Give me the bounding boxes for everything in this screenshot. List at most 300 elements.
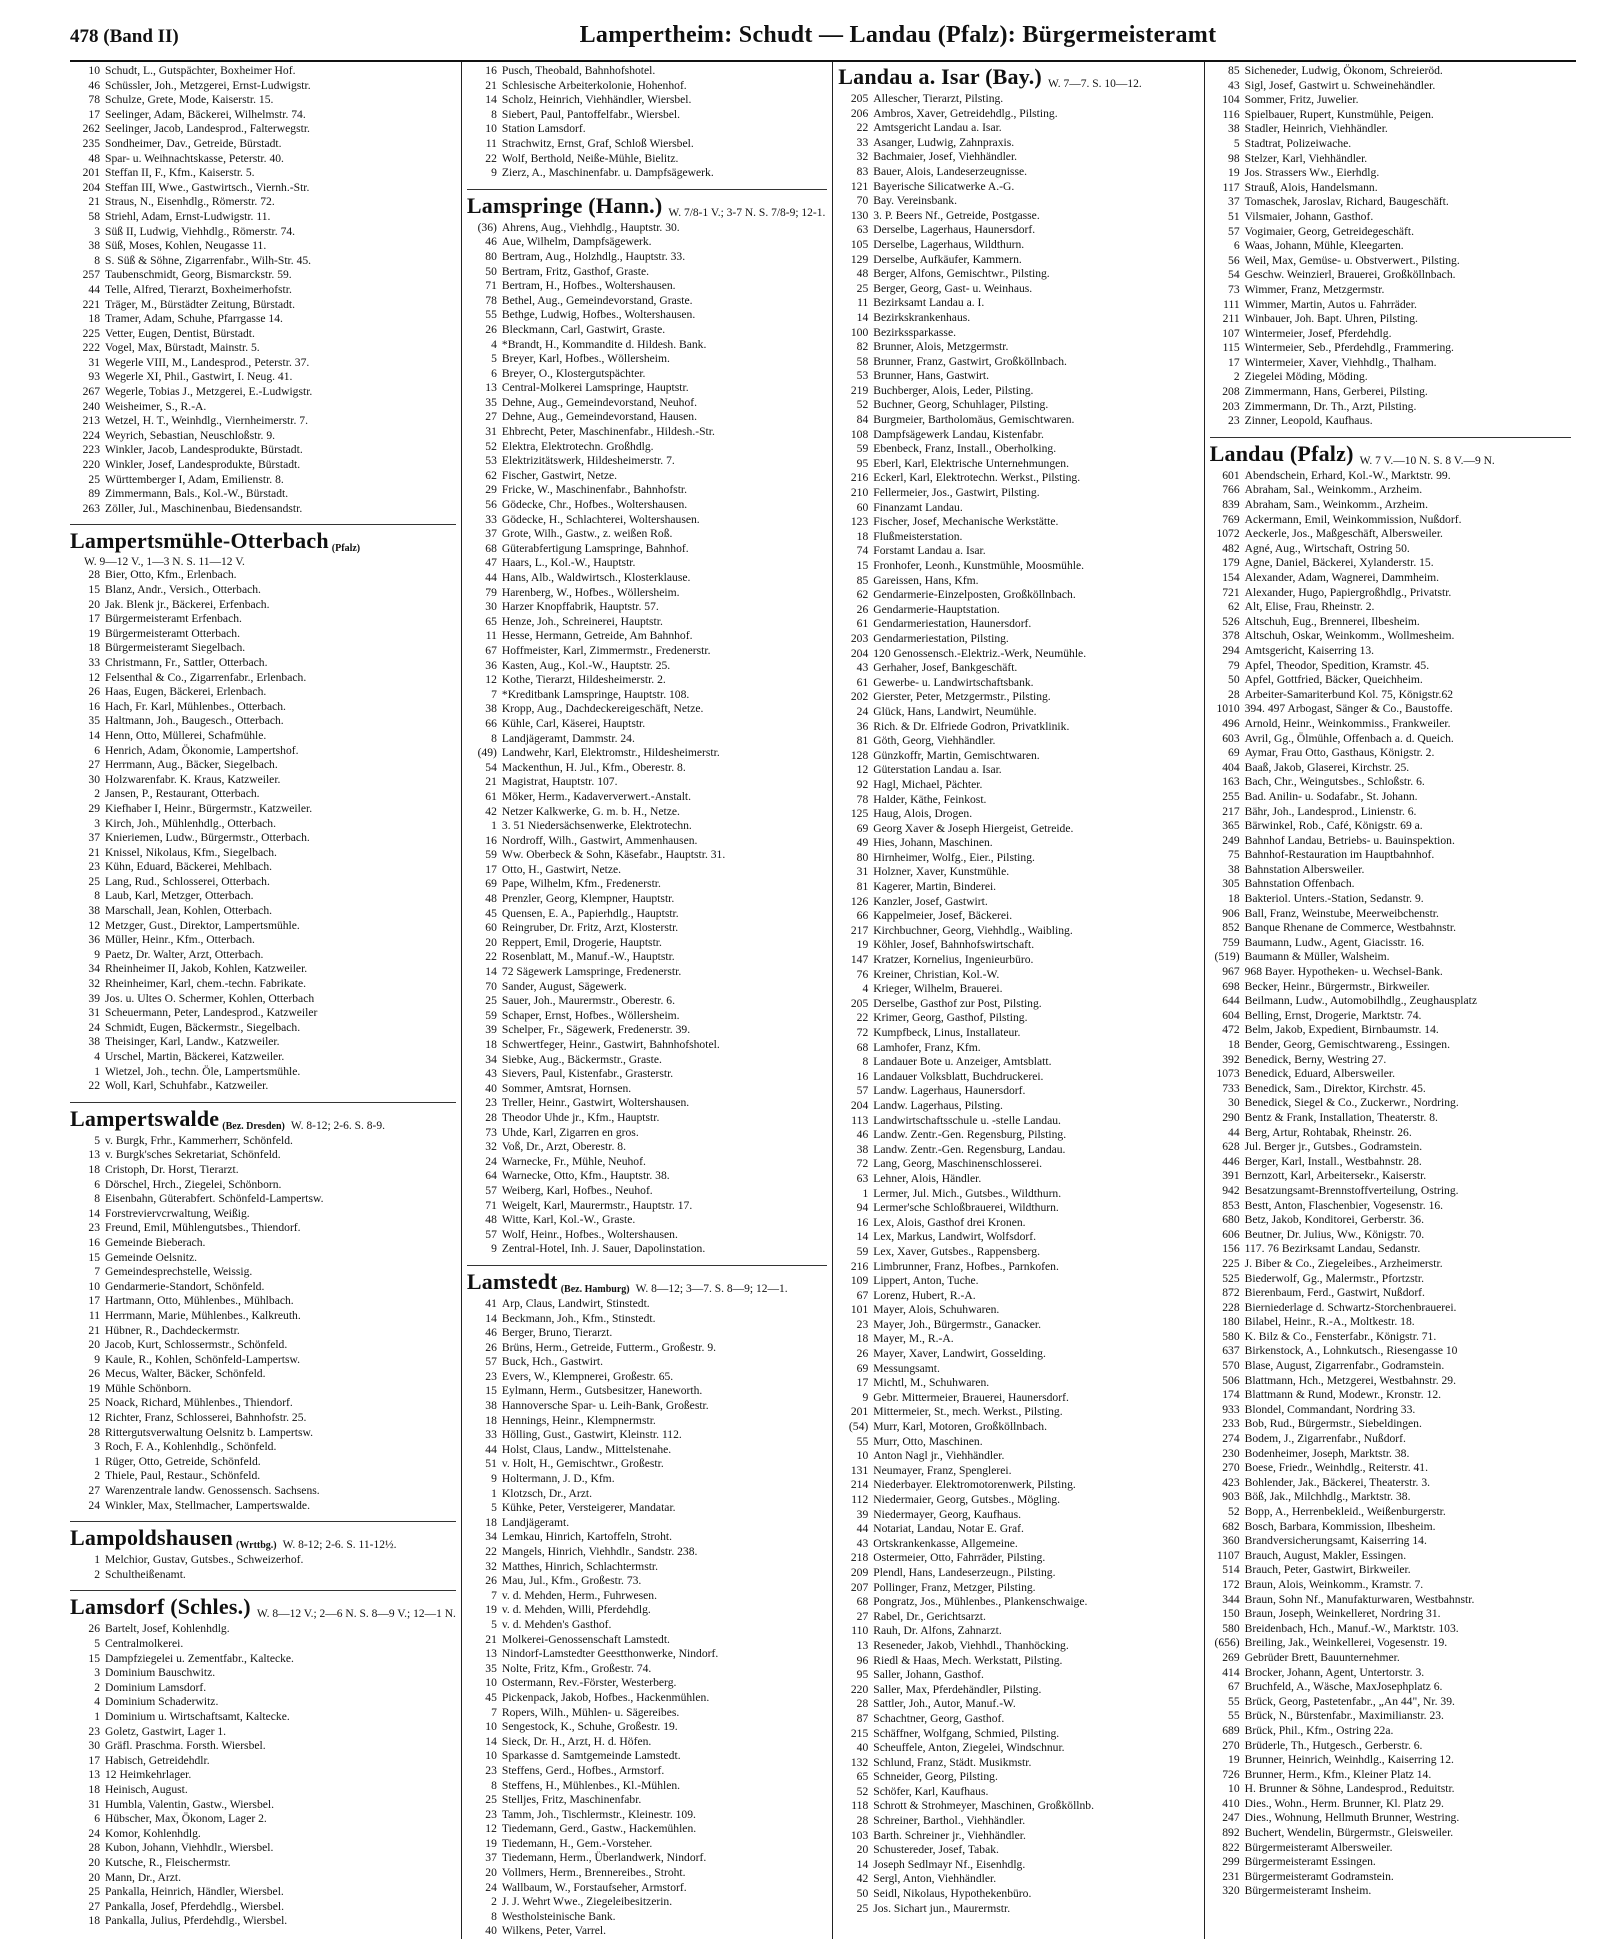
subscriber-text: Quensen, E. A., Papierhdlg., Hauptstr. — [501, 906, 679, 920]
directory-entry — [1210, 1534, 1571, 1549]
phone-number: 203 — [1222, 399, 1240, 413]
running-title: Lampertheim: Schudt — Landau (Pfalz): Bürgermeisteramt — [579, 22, 1217, 48]
phone-number: 222 — [82, 341, 100, 355]
directory-entry — [838, 1420, 1198, 1435]
subscriber-text: Mayer, M., R.-A. — [873, 1332, 954, 1346]
subscriber-text: Besatzungsamt-Brennstoffverteilung, Ostring. — [1244, 1183, 1459, 1197]
subscriber-text: Jos. u. Ultes O. Schermer, Kohlen, Otterbach — [105, 991, 315, 1005]
directory-entry — [1210, 1228, 1571, 1243]
phone-number: 25 — [485, 994, 497, 1008]
phone-number: 759 — [1222, 935, 1240, 949]
subscriber-text: Aeckerle, Jos., Maßgeschäft, Albersweiler. — [1244, 527, 1443, 541]
directory-entry — [1210, 1461, 1571, 1476]
phone-number: 9 — [94, 1352, 100, 1366]
phone-number: 44 — [88, 282, 100, 296]
phone-number: 3 — [94, 1666, 100, 1680]
phone-number: 87 — [856, 1711, 869, 1725]
subscriber-text: Kirch, Joh., Mühlenhdlg., Otterbach. — [105, 816, 276, 830]
phone-number: 344 — [1222, 1592, 1240, 1606]
directory-entry — [1210, 1739, 1571, 1754]
subscriber-text: Stadtrat, Polizeiwache. — [1244, 136, 1352, 150]
directory-entry — [1210, 1082, 1571, 1097]
phone-number: 172 — [1222, 1577, 1240, 1591]
directory-entry — [70, 714, 456, 729]
subscriber-text: Messungsamt. — [873, 1361, 940, 1375]
directory-entry — [467, 513, 827, 528]
phone-number: 52 — [485, 439, 497, 453]
directory-entry — [838, 1260, 1198, 1275]
phone-number: 23 — [485, 1096, 497, 1110]
directory-entry — [467, 381, 827, 396]
phone-number: 79 — [485, 585, 497, 599]
phone-number: 28 — [88, 568, 100, 582]
place-section — [70, 1590, 456, 1928]
phone-number: 56 — [485, 498, 497, 512]
directory-entry — [467, 950, 827, 965]
subscriber-text: Träger, M., Bürstädter Zeitung, Bürstadt. — [105, 297, 296, 311]
subscriber-text: Brunner, Herm., Kfm., Kleiner Platz 14. — [1244, 1767, 1432, 1781]
subscriber-text: Bezirksamt Landau a. I. — [873, 296, 985, 310]
subscriber-text: Rich. & Dr. Elfriede Godron, Privatklinik. — [873, 719, 1070, 733]
phone-number: 205 — [850, 92, 869, 105]
directory-entry — [467, 1242, 827, 1257]
subscriber-text: H. Brunner & Söhne, Landesprod., Reduitstr. — [1244, 1782, 1455, 1796]
phone-number: 230 — [1222, 1446, 1240, 1460]
phone-number: 267 — [82, 385, 100, 399]
subscriber-text: Mecus, Walter, Bäcker, Schönfeld. — [105, 1367, 266, 1381]
directory-entry — [1210, 907, 1571, 922]
phone-number: 9 — [491, 166, 497, 180]
phone-number: 1 — [862, 1186, 869, 1200]
directory-entry — [838, 968, 1198, 983]
subscriber-text: Alexander, Hugo, Papiergroßhdlg., Privatstr. — [1244, 585, 1452, 599]
phone-number: 20 — [88, 1338, 100, 1352]
subscriber-text: Mittermeier, St., mech. Werkst., Pilsting. — [873, 1405, 1063, 1419]
phone-number: 221 — [82, 297, 100, 311]
phone-number: 57 — [1228, 224, 1240, 238]
phone-number: 40 — [485, 1081, 497, 1095]
phone-number: 84 — [856, 413, 869, 427]
subscriber-text: Lamhofer, Franz, Kfm. — [873, 1040, 981, 1054]
subscriber-text: Heinisch, August. — [105, 1782, 188, 1796]
directory-entry — [467, 1851, 827, 1866]
subscriber-text: Süß, Moses, Kohlen, Neugasse 11. — [105, 239, 267, 253]
phone-number: 839 — [1222, 498, 1240, 512]
subscriber-text: Murr, Karl, Motoren, Großköllnbach. — [873, 1420, 1047, 1434]
directory-entry — [70, 356, 456, 371]
phone-number: 15 — [485, 1384, 497, 1398]
subscriber-text: Schultheißenamt. — [105, 1567, 186, 1581]
directory-entry — [467, 1414, 827, 1429]
subscriber-text: Bosch, Barbara, Kommission, Ilbesheim. — [1244, 1519, 1436, 1533]
phone-number: 233 — [1222, 1417, 1240, 1431]
subscriber-text: Fricke, W., Maschinenfabr., Bahnhofstr. — [501, 483, 688, 497]
subscriber-text: Wintermeier, Xaver, Viehhdlg., Thalham. — [1244, 355, 1437, 369]
phone-number: 10 — [485, 1749, 497, 1763]
subscriber-text: Jos. Sichart jun., Maurermstr. — [873, 1901, 1011, 1915]
directory-entry — [838, 544, 1198, 559]
directory-entry — [467, 410, 827, 425]
phone-number: 19 — [1228, 166, 1240, 180]
phone-number: 215 — [850, 1726, 869, 1740]
phone-number: 5 — [94, 1637, 100, 1650]
subscriber-text: Molkerei-Genossenschaft Lamstedt. — [501, 1632, 670, 1646]
phone-number: 4 — [94, 1050, 100, 1063]
subscriber-text: Breyer, Karl, Hofbes., Wöllersheim. — [501, 352, 670, 366]
phone-number: 150 — [1222, 1607, 1240, 1621]
directory-entry — [70, 1812, 456, 1827]
directory-entry — [70, 1798, 456, 1813]
directory-entry — [467, 235, 827, 250]
phone-number: 16 — [856, 1215, 869, 1229]
subscriber-text: Landwirtschaftsschule u. -stelle Landau. — [873, 1113, 1061, 1127]
directory-entry — [70, 1841, 456, 1856]
phone-number: 680 — [1222, 1213, 1240, 1227]
phone-number: 240 — [82, 399, 100, 413]
subscriber-text: Gebrüder Brett, Bauunternehmer. — [1244, 1650, 1400, 1664]
directory-entry — [1210, 469, 1571, 484]
phone-number: 43 — [856, 1536, 869, 1550]
subscriber-text: Tiedemann, H., Gem.-Vorsteher. — [501, 1836, 653, 1850]
subscriber-text: Kirchbuchner, Georg, Viehhdlg., Waibling. — [873, 923, 1073, 937]
phone-number: 8 — [491, 1778, 497, 1792]
subscriber-text: Ortskrankenkasse, Allgemeine. — [873, 1536, 1018, 1550]
subscriber-text: Sergl, Anton, Viehhändler. — [873, 1872, 997, 1886]
phone-number: 23 — [485, 1807, 497, 1821]
subscriber-text: Hoffmeister, Karl, Zimmermstr., Fredenerstr. — [501, 643, 711, 657]
directory-entry — [838, 150, 1198, 165]
subscriber-text: Mau, Jul., Kfm., Großestr. 73. — [501, 1574, 642, 1588]
subscriber-text: Ackermann, Emil, Weinkommission, Nußdorf. — [1244, 512, 1462, 526]
phone-number: 78 — [485, 293, 497, 307]
subscriber-text: Pickenpack, Jakob, Hofbes., Hackenmühlen. — [501, 1690, 710, 1704]
phone-number: 1 — [94, 1454, 100, 1468]
directory-entry — [467, 790, 827, 805]
subscriber-text: Weiberg, Karl, Hofbes., Neuhof. — [501, 1183, 653, 1197]
subscriber-text: Freund, Emil, Mühlengutsbes., Thiendorf. — [105, 1221, 301, 1235]
subscriber-text: Beckmann, Joh., Kfm., Stinstedt. — [501, 1311, 656, 1325]
subscriber-text: Bahnhof Landau, Betriebs- u. Bauinspektion. — [1244, 833, 1455, 847]
directory-entry — [467, 732, 827, 747]
directory-entry — [838, 1639, 1198, 1654]
phone-number: 23 — [88, 1724, 100, 1738]
subscriber-text: Landw. Lagerhaus, Pilsting. — [873, 1098, 1003, 1112]
directory-entry — [838, 340, 1198, 355]
phone-number: 81 — [856, 734, 869, 748]
phone-number: 20 — [88, 597, 100, 611]
subscriber-text: Gemeinde Bieberach. — [105, 1235, 206, 1249]
phone-number: 38 — [485, 1399, 497, 1413]
subscriber-text: Berger, Alfons, Gemischtwr., Pilsting. — [873, 267, 1050, 281]
phone-number: 23 — [485, 1369, 497, 1383]
phone-number: 13 — [856, 1638, 869, 1652]
directory-entry — [1210, 527, 1571, 542]
subscriber-text: Taubenschmidt, Georg, Bismarckstr. 59. — [105, 268, 292, 282]
directory-entry — [1210, 414, 1571, 429]
directory-entry — [838, 471, 1198, 486]
subscriber-text: Wegerle VIII, M., Landesprod., Peterstr. 37. — [105, 355, 310, 369]
phone-number: 698 — [1222, 979, 1240, 993]
directory-entry — [70, 108, 456, 123]
phone-number: 10 — [1228, 1782, 1240, 1796]
subscriber-text: Steffan III, Wwe., Gastwirtsch., Viernh.-Str. — [105, 180, 310, 194]
directory-entry — [70, 1768, 456, 1783]
directory-entry — [70, 1553, 456, 1568]
subscriber-text: Georg Xaver & Joseph Hiergeist, Getreide. — [873, 821, 1074, 835]
directory-entry — [838, 851, 1198, 866]
phone-number: 21 — [485, 775, 497, 789]
directory-entry — [838, 311, 1198, 326]
subscriber-text: Kothe, Tierarzt, Hildesheimerstr. 2. — [501, 673, 666, 687]
phone-number: 220 — [82, 458, 100, 472]
phone-number: 414 — [1222, 1665, 1240, 1679]
phone-number: 116 — [1222, 107, 1240, 121]
directory-entry — [70, 1065, 456, 1080]
subscriber-text: v. Burgk'sches Sekretariat, Schönfeld. — [105, 1148, 281, 1162]
subscriber-text: Banque Rhenane de Commerce, Westbahnstr. — [1244, 921, 1456, 935]
directory-entry — [467, 1399, 827, 1414]
subscriber-text: Altschuh, Eug., Brennerei, Ilbesheim. — [1244, 614, 1420, 628]
directory-entry — [838, 267, 1198, 282]
phone-number: 51 — [485, 1457, 497, 1471]
subscriber-text: Dampfziegelei u. Zementfabr., Kaltecke. — [105, 1651, 294, 1665]
subscriber-text: Niederbayer. Elektromotorenwerk, Pilsting. — [873, 1478, 1076, 1492]
directory-entry — [838, 326, 1198, 341]
phone-number: 61 — [485, 789, 497, 803]
subscriber-text: Ww. Oberbeck & Sohn, Käsefabr., Hauptstr. 31. — [501, 848, 726, 862]
phone-number: 689 — [1222, 1723, 1240, 1737]
place-section — [467, 64, 827, 181]
phone-number: 37 — [88, 831, 100, 845]
directory-entry — [467, 265, 827, 280]
subscriber-text: Braun, Alois, Weinkomm., Kramstr. 7. — [1244, 1577, 1424, 1591]
phone-number: 23 — [88, 1221, 100, 1235]
subscriber-text: Hirnheimer, Wolfg., Eier., Pilsting. — [873, 850, 1035, 864]
directory-entry — [467, 308, 827, 323]
phone-number: 17 — [485, 862, 497, 876]
directory-entry — [70, 254, 456, 269]
phone-number: 1073 — [1216, 1067, 1240, 1081]
subscriber-text: 3. 51 Niedersächsenwerke, Elektrotechn. — [501, 819, 692, 833]
directory-entry — [467, 965, 827, 980]
phone-number: 204 — [850, 1098, 869, 1112]
directory-entry — [1210, 1870, 1571, 1885]
phone-number: 25 — [88, 472, 100, 486]
directory-entry — [467, 542, 827, 557]
directory-entry — [838, 661, 1198, 676]
subscriber-text: Hannoversche Spar- u. Leih-Bank, Großestr. — [501, 1399, 709, 1413]
subscriber-text: Schelper, Fr., Sägewerk, Fredenerstr. 39. — [501, 1023, 691, 1037]
phone-number: 721 — [1222, 585, 1240, 599]
place-heading — [467, 1265, 827, 1295]
directory-entry — [467, 1370, 827, 1385]
directory-entry — [1210, 1680, 1571, 1695]
directory-entry — [467, 221, 827, 236]
subscriber-text: Kappelmeier, Josef, Bäckerei. — [873, 909, 1013, 923]
phone-number: 27 — [485, 410, 497, 424]
directory-entry — [467, 805, 827, 820]
subscriber-text: Zimmermann, Dr. Th., Arzt, Pilsting. — [1244, 399, 1417, 413]
phone-number: 404 — [1222, 760, 1240, 774]
directory-entry — [1210, 1768, 1571, 1783]
directory-entry — [1210, 1782, 1571, 1797]
subscriber-text: Fischer, Josef, Mechanische Werkstätte. — [873, 515, 1059, 529]
directory-entry — [70, 1265, 456, 1280]
phone-number: 23 — [1228, 414, 1240, 428]
phone-number: 156 — [1222, 1242, 1240, 1256]
subscriber-text: v. Holt, H., Gemischtwr., Großestr. — [501, 1457, 664, 1471]
directory-entry — [70, 1134, 456, 1149]
phone-number: 83 — [856, 164, 869, 178]
subscriber-text: Derselbe, Lagerhaus, Wildthurn. — [873, 237, 1025, 251]
phone-number: 255 — [1222, 789, 1240, 803]
phone-number: 14 — [856, 310, 869, 324]
subscriber-text: Gendarmeriestation, Pilsting. — [873, 631, 1009, 645]
subscriber-text: Arnold, Heinr., Weinkommiss., Frankweiler. — [1244, 716, 1451, 730]
subscriber-text: Siebke, Aug., Bäckermstr., Graste. — [501, 1052, 662, 1066]
subscriber-text: Dehne, Aug., Gemeindevorstand, Neuhof. — [501, 395, 698, 409]
phone-number: 202 — [850, 690, 869, 704]
phone-number: 3 — [94, 1440, 100, 1454]
directory-entry — [467, 1184, 827, 1199]
directory-entry — [467, 819, 827, 834]
subscriber-text: Eckerl, Karl, Elektrotechn. Werkst., Pilsting. — [873, 471, 1081, 485]
subscriber-text: Ostermann, Rev.-Förster, Westerberg. — [501, 1676, 677, 1690]
subscriber-text: Schäffner, Wolfgang, Schmied, Pilsting. — [873, 1726, 1060, 1740]
directory-entry — [70, 1367, 456, 1382]
phone-number: 203 — [850, 631, 869, 645]
directory-entry — [467, 834, 827, 849]
subscriber-text: Landw. Zentr.-Gen. Regensburg, Pilsting. — [873, 1128, 1067, 1142]
directory-entry — [70, 122, 456, 137]
subscriber-text: Sattler, Joh., Autor, Manuf.-W. — [873, 1697, 1016, 1711]
subscriber-text: v. d. Mehden's Gasthof. — [501, 1617, 612, 1631]
subscriber-text: Melchior, Gustav, Gutsbes., Schweizerhof. — [105, 1553, 304, 1567]
directory-entry — [70, 1035, 456, 1050]
phone-number: 36 — [856, 719, 869, 733]
phone-number: 726 — [1222, 1767, 1240, 1781]
subscriber-text: Wegerle, Tobias J., Metzgerei, E.-Ludwigstr. — [105, 385, 313, 399]
column-1 — [70, 62, 462, 1939]
phone-number: 269 — [1222, 1650, 1240, 1664]
directory-entry — [838, 1084, 1198, 1099]
phone-number: 26 — [88, 685, 100, 699]
phone-number: 24 — [88, 1020, 100, 1034]
directory-entry — [1210, 181, 1571, 196]
subscriber-text: Derselbe, Gasthof zur Post, Pilsting. — [873, 996, 1042, 1010]
subscriber-text: Bad. Anilin- u. Sodafabr., St. Johann. — [1244, 789, 1418, 803]
directory-entry — [1210, 1549, 1571, 1564]
subscriber-text: Arbeiter-Samariterbund Kol. 75, Königstr.62 — [1244, 687, 1454, 701]
directory-entry — [70, 1050, 456, 1065]
phone-number: 81 — [856, 880, 869, 894]
phone-number: 18 — [856, 1332, 869, 1346]
subscriber-text: Bakteriol. Unters.-Station, Sedanstr. 9. — [1244, 892, 1424, 906]
subscriber-text: Baumann & Müller, Walsheim. — [1244, 950, 1390, 964]
phone-number: (49) — [477, 746, 497, 760]
phone-number: 2 — [94, 1680, 100, 1694]
directory-entry — [838, 1478, 1198, 1493]
place-section — [467, 1265, 827, 1939]
subscriber-text: Bier, Otto, Kfm., Erlenbach. — [105, 568, 237, 582]
phone-number: 201 — [850, 1405, 869, 1419]
directory-entry — [70, 79, 456, 94]
subscriber-text: Gödecke, Chr., Hofbes., Woltershausen. — [501, 498, 688, 512]
subscriber-text: Gendarmerie-Einzelposten, Großköllnbach. — [873, 588, 1076, 602]
subscriber-text: Sengestock, K., Schuhe, Großestr. 19. — [501, 1720, 678, 1734]
directory-entry — [70, 93, 456, 108]
phone-number: 30 — [88, 1739, 100, 1753]
directory-entry — [1210, 1563, 1571, 1578]
subscriber-text: Gendarmerie-Hauptstation. — [873, 602, 1000, 616]
office-hours: W. 8-12; 2-6. S. 11-12½. — [282, 1539, 397, 1552]
directory-entry — [70, 612, 456, 627]
subscriber-text: Tomaschek, Jaroslav, Richard, Baugeschäft. — [1244, 195, 1449, 209]
subscriber-text: Hennings, Heinr., Klempnermstr. — [501, 1413, 656, 1427]
phone-number: 235 — [82, 136, 100, 150]
phone-number: 68 — [856, 1595, 869, 1609]
subscriber-text: Amtsgericht Landau a. Isar. — [873, 121, 1002, 135]
directory-entry — [838, 603, 1198, 618]
phone-number: 21 — [88, 845, 100, 859]
directory-entry — [1210, 1417, 1571, 1432]
subscriber-text: Matthes, Hinrich, Schlachtermstr. — [501, 1559, 659, 1573]
phone-number: 20 — [485, 1866, 497, 1880]
subscriber-text: Hartmann, Otto, Mühlenbes., Mühlbach. — [105, 1294, 294, 1308]
phone-number: 82 — [856, 340, 869, 354]
subscriber-text: Tiedemann, Gerd., Gastw., Hackemühlen. — [501, 1822, 697, 1836]
subscriber-text: Ebenbeck, Franz, Install., Oberholking. — [873, 442, 1057, 456]
directory-entry — [1210, 644, 1571, 659]
subscriber-text: J. J. Wehrt Wwe., Ziegeleibesitzerin. — [501, 1895, 673, 1909]
directory-entry — [838, 530, 1198, 545]
phone-number: 20 — [88, 1870, 100, 1884]
subscriber-text: Krieger, Wilhelm, Brauerei. — [873, 982, 1003, 996]
subscriber-text: Brunner, Alois, Metzgermstr. — [873, 340, 1009, 354]
phone-number: 14 — [88, 1206, 100, 1220]
phone-number: 6 — [94, 743, 100, 757]
phone-number: 68 — [485, 541, 497, 555]
phone-number: 100 — [850, 325, 869, 339]
subscriber-text: Ropers, Wilh., Mühlen- u. Sägereibes. — [501, 1705, 680, 1719]
directory-entry — [70, 1499, 456, 1514]
subscriber-text: Beilmann, Ludw., Automobilhdlg., Zeughausplatz — [1244, 994, 1478, 1008]
phone-number: 208 — [1222, 385, 1240, 399]
place-name: Lamstedt — [466, 1268, 558, 1294]
phone-number: 24 — [88, 1498, 100, 1512]
directory-entry — [467, 1126, 827, 1141]
directory-entry — [467, 892, 827, 907]
phone-number: 39 — [88, 991, 100, 1005]
subscriber-text: Jak. Blenk jr., Bäckerei, Erfenbach. — [105, 597, 270, 611]
phone-number: 18 — [88, 641, 100, 655]
subscriber-text: Stadler, Heinrich, Viehhändler. — [1244, 122, 1388, 136]
subscriber-text: Bertram, Aug., Holzhdlg., Hauptstr. 33. — [501, 249, 686, 263]
directory-entry — [838, 194, 1198, 209]
directory-entry — [838, 865, 1198, 880]
directory-entry — [70, 817, 456, 832]
directory-entry — [70, 1637, 456, 1652]
phone-number: 17 — [88, 1294, 100, 1308]
subscriber-text: Gendarmerie-Standort, Schönfeld. — [105, 1279, 265, 1293]
phone-number: 38 — [1228, 862, 1240, 876]
directory-entry — [467, 1881, 827, 1896]
phone-number: 247 — [1222, 1811, 1240, 1825]
subscriber-text: Richter, Franz, Schlosserei, Bahnhofstr. 25. — [105, 1411, 307, 1425]
subscriber-text: Fischer, Gastwirt, Netze. — [501, 468, 618, 482]
subscriber-text: Benedick, Eduard, Albersweiler. — [1244, 1067, 1395, 1081]
phone-number: 570 — [1222, 1359, 1240, 1373]
